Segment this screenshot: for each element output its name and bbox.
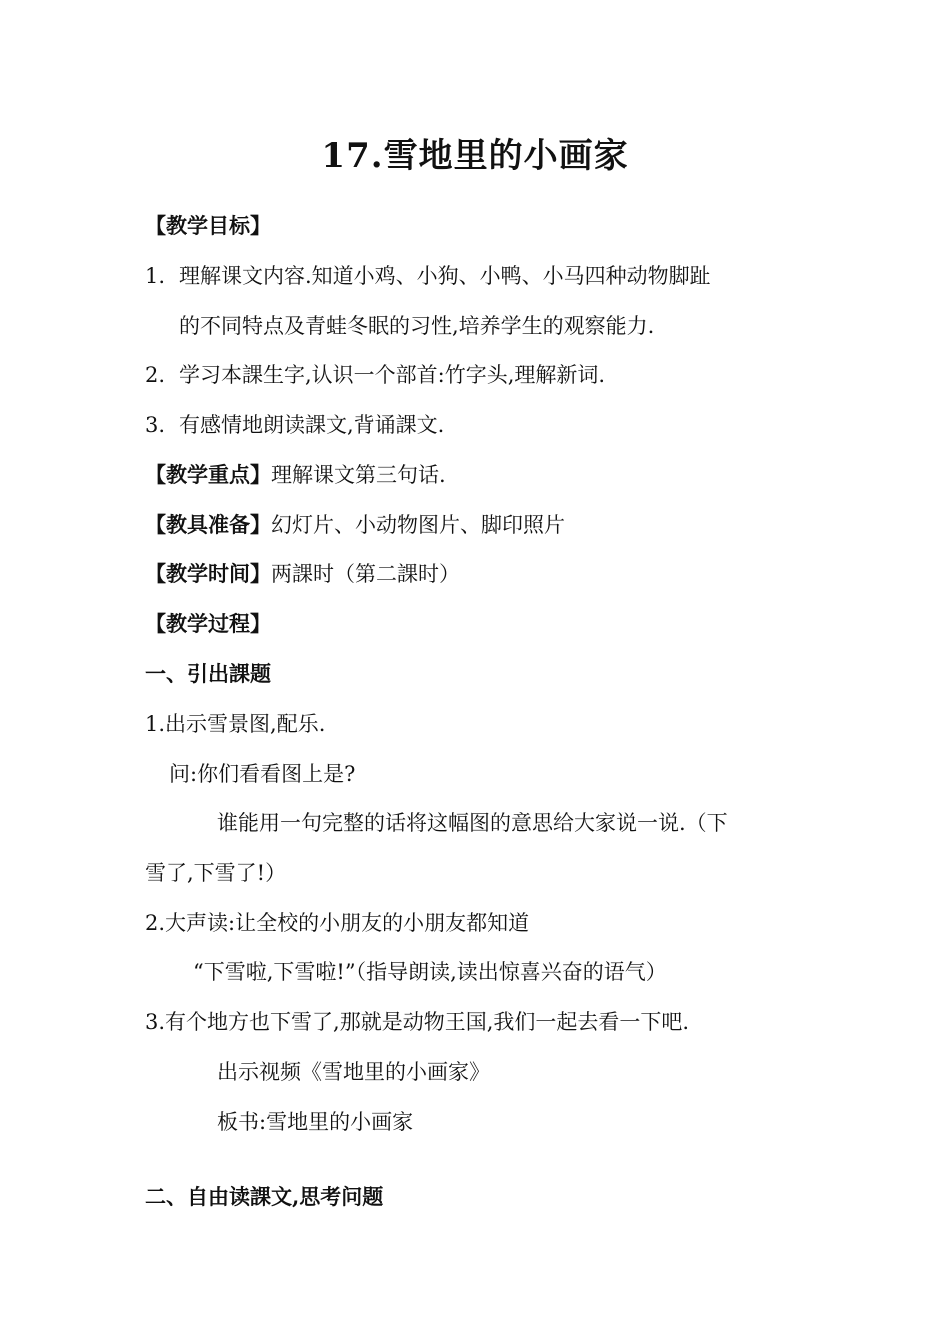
objectives-heading: 【教学目标】: [145, 213, 271, 238]
paragraph-line: 问:你们看看图上是?: [169, 762, 356, 786]
paragraph-line: 雪了,下雪了!）: [145, 861, 287, 885]
section-1-heading: 一、引出課题: [145, 661, 271, 686]
key-point-label: 【教学重点】: [145, 462, 271, 487]
paragraph-line: 板书:雪地里的小画家: [217, 1110, 414, 1134]
tools-text: 幻灯片、小动物图片、脚印照片: [271, 513, 565, 537]
section-2-heading: 二、自由读課文,思考问题: [145, 1184, 384, 1209]
objective-number: 1.: [145, 264, 166, 288]
time-row: [145, 559, 460, 589]
time-text: 两課时（第二課时）: [271, 562, 460, 586]
objective-item-1-continued: 的不同特点及青蛙冬眠的习性,培养学生的观察能力.: [179, 314, 655, 338]
objective-item-3: [145, 410, 444, 440]
page-title: 17.雪地里的小画家: [321, 136, 629, 176]
key-point-text: 理解课文第三句话.: [271, 463, 446, 487]
tools-label: 【教具准备】: [145, 512, 271, 537]
objective-text: 理解课文内容.知道小鸡、小狗、小鸭、小马四种动物脚趾: [179, 264, 711, 288]
paragraph-line: 2.大声读:让全校的小朋友的小朋友都知道: [145, 911, 530, 935]
paragraph-line: 3.有个地方也下雪了,那就是动物王国,我们一起去看一下吧.: [145, 1010, 690, 1034]
objective-number: 2.: [145, 363, 166, 387]
paragraph-line: 出示视频《雪地里的小画家》: [217, 1060, 490, 1084]
time-label: 【教学时间】: [145, 561, 271, 586]
paragraph-line: 谁能用一句完整的话将这幅图的意思给大家说一说.（下: [217, 811, 728, 835]
objective-text: 学习本課生字,认识一个部首:竹字头,理解新词.: [179, 363, 606, 387]
objective-item-1: [145, 261, 711, 291]
paragraph-line: “下雪啦,下雪啦!”（指导朗读,读出惊喜兴奋的语气）: [193, 960, 667, 984]
key-point-row: [145, 460, 446, 490]
objective-text: 有感情地朗读課文,背诵課文.: [179, 413, 445, 437]
process-heading: 【教学过程】: [145, 611, 271, 636]
tools-row: [145, 510, 565, 540]
objective-item-2: [145, 360, 605, 390]
objective-number: 3.: [145, 413, 166, 437]
paragraph-line: 1.出示雪景图,配乐.: [145, 712, 326, 736]
